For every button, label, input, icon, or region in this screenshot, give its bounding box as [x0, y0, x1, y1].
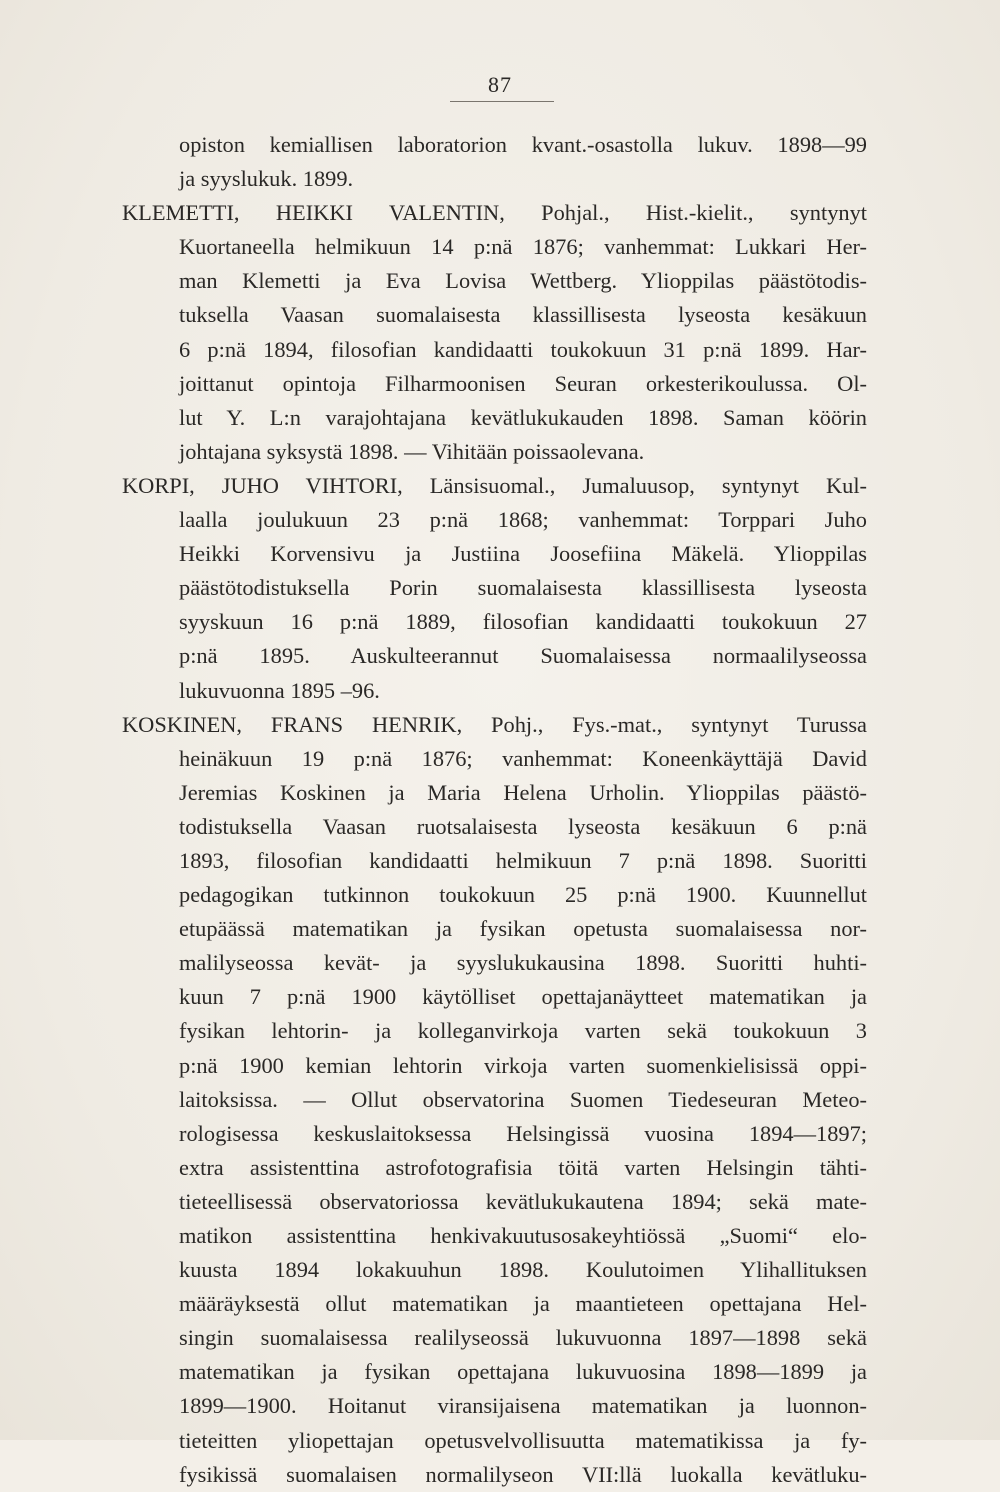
- page-number-rule: [450, 101, 554, 102]
- text-line: kuun 7 p:nä 1900 käytölliset opettajanäytteet matematikan ja: [179, 984, 867, 1010]
- text-line: tieteellisessä observatoriossa kevätlukukautena 1894; sekä mate-: [179, 1188, 867, 1214]
- text-line: p:nä 1900 kemian lehtorin virkoja varten suomenkielisissä oppi-: [179, 1052, 867, 1078]
- text-line: fysikissä suomalaisen normalilyseon VII:llä luokalla kevätluku-: [179, 1461, 867, 1487]
- text-line: heinäkuun 19 p:nä 1876; vanhemmat: Koneenkäyttäjä David: [179, 745, 867, 771]
- text-line: ja syyslukuk. 1899.: [179, 166, 354, 192]
- text-line: extra assistenttina astrofotografisia töitä varten Helsingin tähti-: [179, 1154, 867, 1180]
- text-line: joittanut opintoja Filharmoonisen Seuran orkesterikoulussa. Ol-: [179, 370, 867, 396]
- page-number: 87: [488, 72, 512, 97]
- entry-heading-line: KORPI, JUHO VIHTORI, Länsisuomal., Jumaluusop, syntynyt Kul-: [122, 472, 867, 498]
- text-line: etupäässä matematikan ja fysikan opetusta suomalaisessa nor-: [179, 916, 867, 942]
- text-line: tuksella Vaasan suomalaisesta klassillisesta lyseosta kesäkuun: [179, 302, 867, 328]
- text-line: tieteitten yliopettajan opetusvelvollisuutta matematikissa ja fy-: [179, 1427, 867, 1453]
- text-line: lut Y. L:n varajohtajana kevätlukukauden 1898. Saman köörin: [179, 404, 867, 430]
- text-line: pedagogikan tutkinnon toukokuun 25 p:nä 1900. Kuunnellut: [179, 882, 867, 908]
- text-line: man Klemetti ja Eva Lovisa Wettberg. Ylioppilas päästötodis-: [179, 268, 867, 294]
- entry-heading-line: KLEMETTI, HEIKKI VALENTIN, Pohjal., Hist.-kielit., syntynyt: [122, 200, 867, 226]
- text-line: rologisessa keskuslaitoksessa Helsingissä vuosina 1894—1897;: [179, 1120, 867, 1146]
- text-line: fysikan lehtorin- ja kolleganvirkoja varten sekä toukokuun 3: [179, 1018, 867, 1044]
- text-line: lukuvuonna 1895 –96.: [179, 677, 380, 703]
- text-line: Kuortaneella helmikuun 14 p:nä 1876; vanhemmat: Lukkari Her-: [179, 234, 867, 260]
- text-line: p:nä 1895. Auskulteerannut Suomalaisessa normaalilyseossa: [179, 643, 867, 669]
- text-line: 1899—1900. Hoitanut viransijaisena matematikan ja luonnon-: [179, 1393, 867, 1419]
- body-text: [122, 128, 867, 1492]
- text-line: syyskuun 16 p:nä 1889, filosofian kandidaatti toukokuun 27: [179, 609, 867, 635]
- text-line: kuusta 1894 lokakuuhun 1898. Koulutoimen Ylihallituksen: [179, 1257, 867, 1283]
- text-line: 1893, filosofian kandidaatti helmikuun 7 p:nä 1898. Suoritti: [179, 847, 867, 873]
- text-line: matematikan ja fysikan opettajana lukuvuosina 1898—1899 ja: [179, 1359, 867, 1385]
- text-line: opiston kemiallisen laboratorion kvant.-osastolla lukuv. 1898—99: [179, 132, 867, 157]
- text-line: määräyksestä ollut matematikan ja maantieteen opettajana Hel-: [179, 1291, 867, 1317]
- text-line: malilyseossa kevät- ja syyslukukausina 1898. Suoritti huhti-: [179, 950, 867, 976]
- text-line: Heikki Korvensivu ja Justiina Joosefiina Mäkelä. Ylioppilas: [179, 541, 867, 567]
- text-line: päästötodistuksella Porin suomalaisesta klassillisesta lyseosta: [179, 575, 867, 601]
- text-line: todistuksella Vaasan ruotsalaisesta lyseosta kesäkuun 6 p:nä: [179, 813, 867, 839]
- text-line: 6 p:nä 1894, filosofian kandidaatti toukokuun 31 p:nä 1899. Har-: [179, 336, 867, 362]
- entry-heading-line: KOSKINEN, FRANS HENRIK, Pohj., Fys.-mat., syntynyt Turussa: [122, 711, 867, 737]
- text-line: johtajana syksystä 1898. — Vihitään poissaolevana.: [179, 438, 645, 464]
- text-line: matikon assistenttina henkivakuutusosakeyhtiössä „Suomi“ elo-: [179, 1223, 867, 1248]
- text-line: singin suomalaisessa realilyseossä lukuvuonna 1897—1898 sekä: [179, 1325, 867, 1351]
- text-line: laalla joulukuun 23 p:nä 1868; vanhemmat: Torppari Juho: [179, 507, 867, 533]
- text-line: laitoksissa. — Ollut observatorina Suomen Tiedeseuran Meteo-: [179, 1086, 867, 1112]
- text-line: Jeremias Koskinen ja Maria Helena Urholin. Ylioppilas päästö-: [179, 779, 867, 805]
